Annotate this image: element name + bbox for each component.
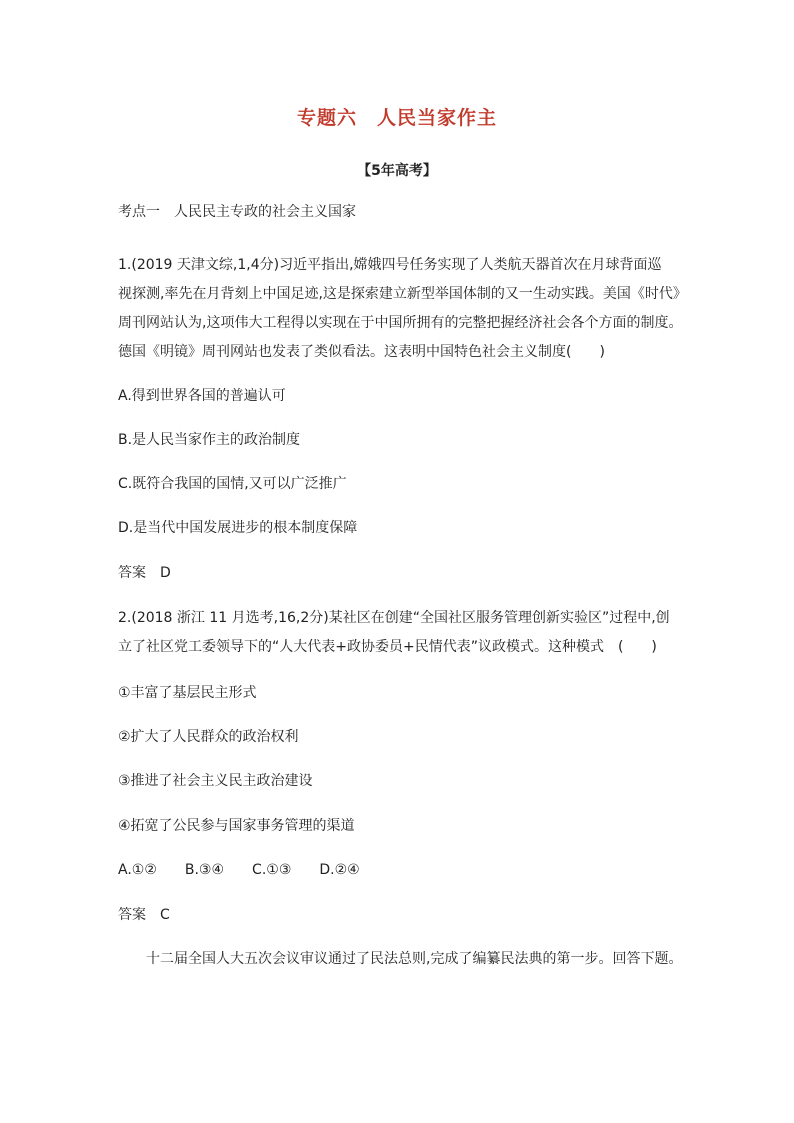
q1-line-2: 视探测,率先在月背刻上中国足迹,这是探索建立新型举国体制的又一生动实践。美国《时代》 xyxy=(118,286,687,302)
q1-line-4: 德国《明镜》周刊网站也发表了类似看法。这表明中国特色社会主义制度( ) xyxy=(118,344,605,360)
q1-option-c: C.既符合我国的国情,又可以广泛推广 xyxy=(118,476,347,492)
q2-item-2: ②扩大了人民群众的政治权利 xyxy=(118,729,299,745)
q1-line-3: 周刊网站认为,这项伟大工程得以实现在于中国所拥有的完整把握经济社会各个方面的制度。 xyxy=(118,315,683,331)
q1-option-a: A.得到世界各国的普遍认可 xyxy=(118,388,286,404)
q2-line-2: 立了社区党工委领导下的“人大代表+政协委员+民情代表”议政模式。这种模式 ( ) xyxy=(118,639,657,655)
q2-line-1: 2.(2018 浙江 11 月选考,16,2分)某社区在创建“全国社区服务管理创新实验区”过程中,创 xyxy=(118,610,670,626)
q1-answer: 答案 D xyxy=(118,565,171,581)
q2-item-3: ③推进了社会主义民主政治建设 xyxy=(118,773,313,789)
topic-heading: 考点一 人民民主专政的社会主义国家 xyxy=(118,204,356,220)
q1-option-d: D.是当代中国发展进步的根本制度保障 xyxy=(118,520,358,536)
page-title: 专题六 人民当家作主 xyxy=(296,107,497,129)
q1-option-b: B.是人民当家作主的政治制度 xyxy=(118,432,301,448)
q2-answer: 答案 C xyxy=(118,907,170,923)
q2-choices: A.①② B.③④ C.①③ D.②④ xyxy=(118,862,360,878)
q1-line-1: 1.(2019 天津文综,1,4分)习近平指出,嫦娥四号任务实现了人类航天器首次在月球背面巡 xyxy=(118,257,662,273)
section-subtitle: 【5年高考】 xyxy=(357,163,437,179)
q2-item-4: ④拓宽了公民参与国家事务管理的渠道 xyxy=(118,818,355,834)
q2-item-1: ①丰富了基层民主形式 xyxy=(118,685,257,701)
lead-paragraph: 十二届全国人大五次会议审议通过了民法总则,完成了编纂民法典的第一步。回答下题。 xyxy=(146,951,683,967)
